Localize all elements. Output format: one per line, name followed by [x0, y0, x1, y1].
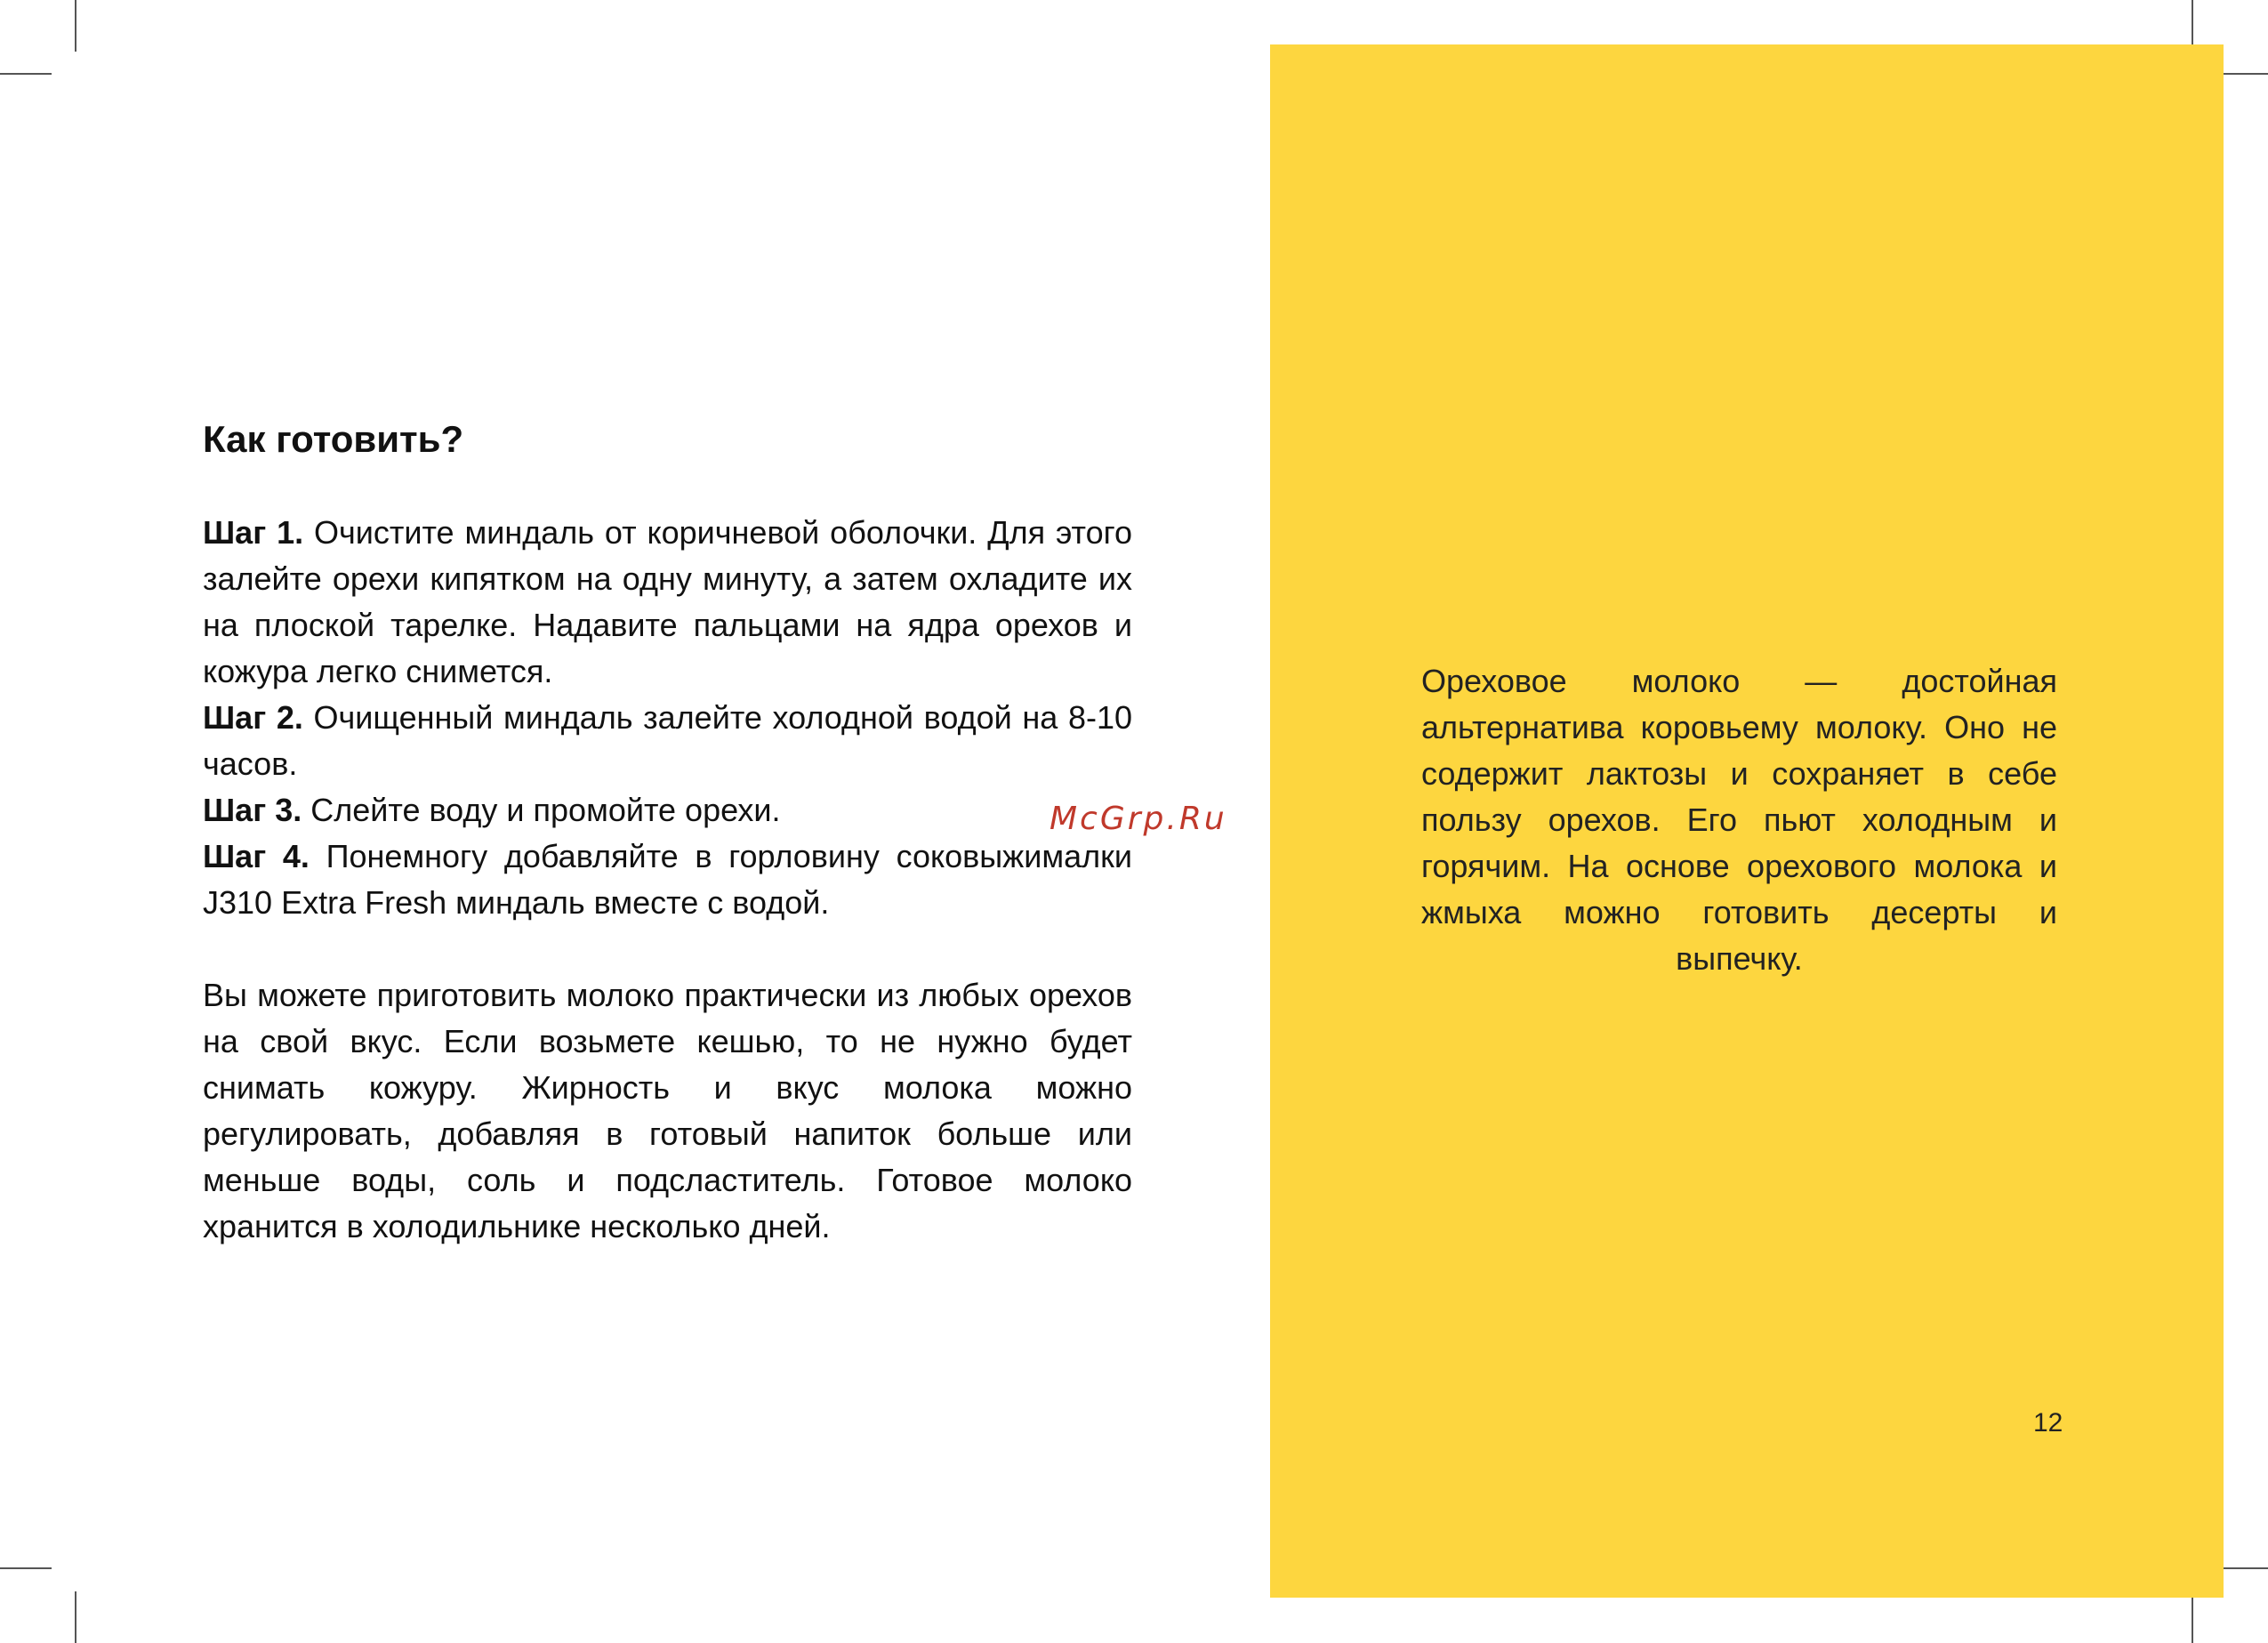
left-column — [203, 414, 1132, 1250]
crop-mark — [0, 73, 52, 75]
body-paragraph: Вы можете приготовить молоко практически из любых орехов на свой вкус. Если возьмете кешью, то не нужно будет снимать кожуру. Жирность и вкус молока можно регулировать, добавляя в готовый напиток больше или меньше воды, соль и подсластитель. Готовое молоко хранится в холодильнике несколько дней. — [203, 977, 1132, 1244]
crop-mark — [2216, 1567, 2268, 1569]
quote-text: Ореховое молоко — достойная альтернатива коровьему молоку. Оно не содержит лактозы и сохраняет в себе пользу орехов. Его пьют холодным и горячим. На основе орехового молока и жмыха можно готовить десерты и выпечку. — [1421, 663, 2057, 977]
yellow-panel — [1270, 44, 2224, 1598]
page-heading: Как готовить? — [203, 418, 464, 460]
step-label: Шаг 2. — [203, 699, 303, 736]
step-text: Слейте воду и промойте орехи. — [302, 792, 781, 828]
step-item — [203, 834, 1132, 926]
step-label: Шаг 3. — [203, 792, 302, 828]
crop-mark — [2216, 73, 2268, 75]
watermark: McGrp.Ru — [1050, 801, 1227, 837]
step-label: Шаг 1. — [203, 514, 304, 551]
step-item — [203, 695, 1132, 787]
crop-mark — [0, 1567, 52, 1569]
step-text: Понемногу добавляйте в горловину соковыжималки J310 Extra Fresh миндаль вместе с водой. — [203, 838, 1133, 921]
step-item — [203, 787, 1132, 834]
step-item — [203, 510, 1132, 695]
steps-list — [203, 510, 1132, 926]
crop-mark — [75, 0, 76, 52]
step-text: Очищенный миндаль залейте холодной водой на 8-10 часов. — [203, 699, 1132, 782]
step-label: Шаг 4. — [203, 838, 310, 874]
step-text: Очистите миндаль от коричневой оболочки. Для этого залейте орехи кипятком на одну минуту, а затем охладите их на плоской тарелке. Надавите пальцами на ядра орехов и кожура легко снимется. — [203, 514, 1133, 689]
crop-mark — [75, 1591, 76, 1643]
crop-mark — [2192, 1591, 2193, 1643]
page-number: 12 — [2033, 1408, 2063, 1438]
